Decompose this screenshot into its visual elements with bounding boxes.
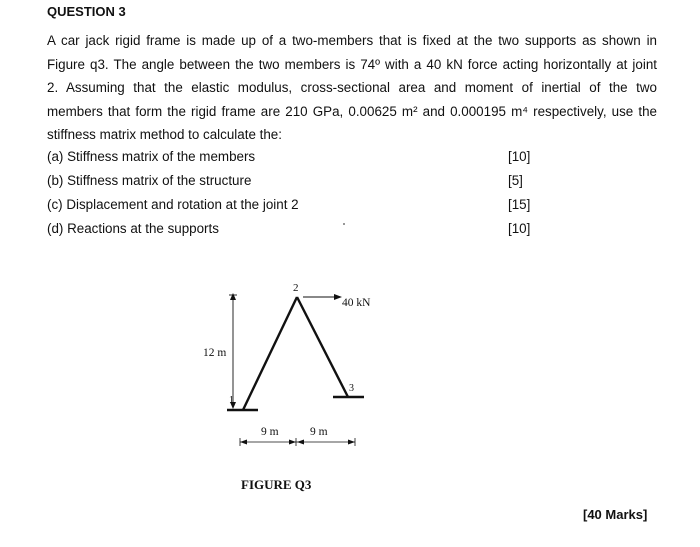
part-a-label: (a) Stiffness matrix of the members xyxy=(47,149,256,164)
span-arrow-right-icon xyxy=(348,440,355,445)
span-left-label: 9 m xyxy=(261,426,279,438)
question-heading: QUESTION 3 xyxy=(47,4,126,19)
stray-mark xyxy=(343,223,345,225)
span-arrow-left-icon xyxy=(240,440,247,445)
figure-caption: FIGURE Q3 xyxy=(241,477,312,492)
part-d-marks: [10] xyxy=(508,221,531,236)
part-d-label: (d) Reactions at the supports xyxy=(47,221,219,236)
paragraph-line: Figure q3. The angle between the two members is 74º with a 40 kN force acting horizontally at joint xyxy=(47,56,657,72)
height-arrow-up-icon xyxy=(230,293,236,300)
part-b-label: (b) Stiffness matrix of the structure xyxy=(47,173,252,188)
part-c-label: (c) Displacement and rotation at the joint 2 xyxy=(47,197,299,212)
span-right-label: 9 m xyxy=(310,426,328,438)
frame-diagram xyxy=(190,270,420,470)
member-2-3 xyxy=(297,297,348,397)
paragraph-line: 2. Assuming that the elastic modulus, cross-sectional area and moment of inertial of the two xyxy=(47,80,657,96)
total-marks: [40 Marks] xyxy=(583,507,648,522)
member-1-2 xyxy=(243,297,297,410)
paragraph-line: A car jack rigid frame is made up of a two-members that is fixed at the two supports as shown in xyxy=(47,33,657,48)
part-c-marks: [15] xyxy=(508,197,531,212)
part-a-marks: [10] xyxy=(508,149,531,164)
paragraph-line: stiffness matrix method to calculate the: xyxy=(47,127,282,143)
question-paragraph xyxy=(47,29,657,147)
joint-1-label: 1 xyxy=(229,395,234,406)
joint-3-label: 3 xyxy=(349,383,354,394)
span-arrow-mid-left-icon xyxy=(289,440,296,445)
paragraph-line: members that form the rigid frame are 210 GPa, 0.00625 m² and 0.000195 m⁴ respectively, use the xyxy=(47,103,657,119)
force-arrow-icon xyxy=(334,294,342,300)
force-label: 40 kN xyxy=(342,297,371,309)
part-b-marks: [5] xyxy=(508,173,523,188)
height-label: 12 m xyxy=(203,347,227,359)
joint-2-label: 2 xyxy=(293,282,299,294)
span-arrow-mid-right-icon xyxy=(297,440,304,445)
